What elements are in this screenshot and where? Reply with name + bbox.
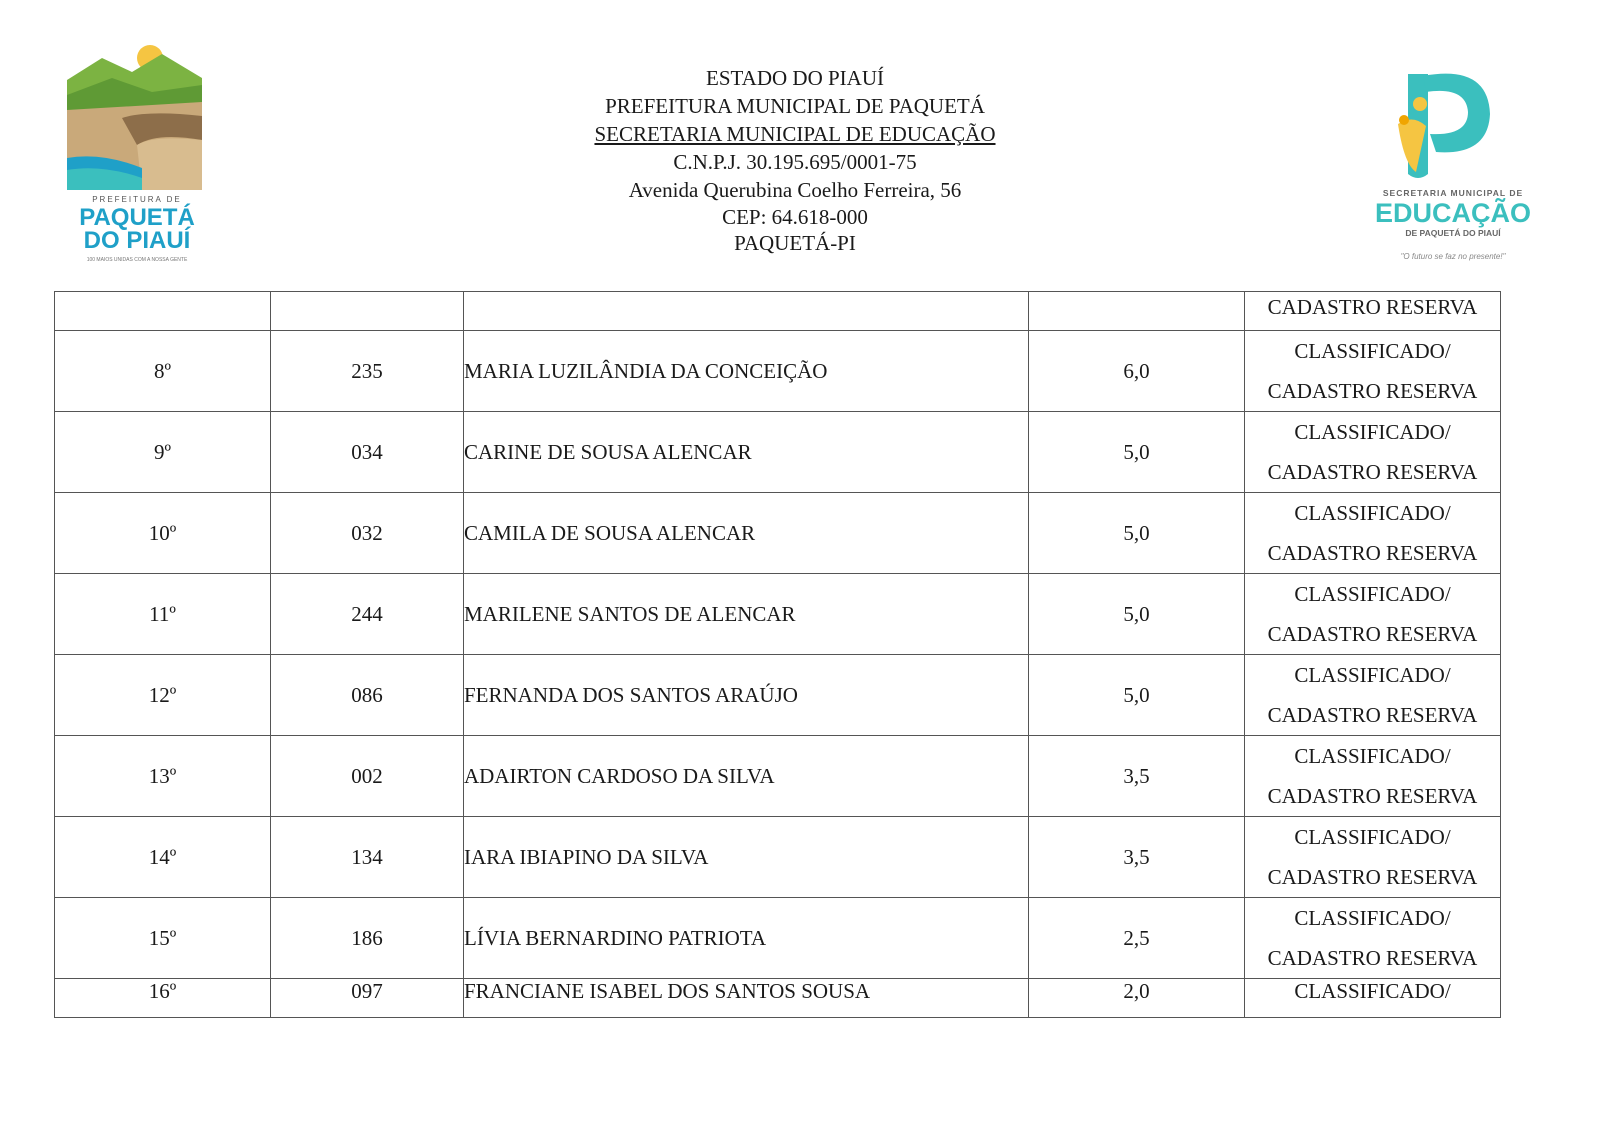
status-cell: CADASTRO RESERVA: [1245, 292, 1501, 331]
status-line-2: CADASTRO RESERVA: [1267, 379, 1478, 403]
score-cell: 5,0: [1029, 574, 1245, 655]
status-cell: [1245, 736, 1501, 817]
candidate-name-cell: MARILENE SANTOS DE ALENCAR: [464, 574, 1029, 655]
status-cell: [1245, 574, 1501, 655]
results-table: [54, 291, 1501, 1018]
status-line-2: CADASTRO RESERVA: [1267, 784, 1478, 808]
registration-number-cell: 034: [271, 412, 464, 493]
status-cell: [1245, 817, 1501, 898]
table-row: [55, 493, 1501, 574]
registration-number-cell: 086: [271, 655, 464, 736]
registration-number-cell: 186: [271, 898, 464, 979]
position-cell: 15º: [55, 898, 271, 979]
status-cell: [1245, 331, 1501, 412]
score-cell: 5,0: [1029, 493, 1245, 574]
header-city: PAQUETÁ-PI: [734, 231, 856, 255]
secretaria-educacao-logo: [1368, 64, 1538, 274]
registration-number-cell: 032: [271, 493, 464, 574]
registration-number-cell: 244: [271, 574, 464, 655]
svg-text:DO PIAUÍ: DO PIAUÍ: [83, 227, 191, 254]
status-line-1: CLASSIFICADO/: [1294, 663, 1451, 687]
status-line-2: CADASTRO RESERVA: [1267, 865, 1478, 889]
header-secretariat: SECRETARIA MUNICIPAL DE EDUCAÇÃO: [594, 122, 996, 146]
candidate-name-cell: LÍVIA BERNARDINO PATRIOTA: [464, 898, 1029, 979]
svg-text:PREFEITURA DE: PREFEITURA DE: [92, 195, 182, 204]
candidate-name-cell: ADAIRTON CARDOSO DA SILVA: [464, 736, 1029, 817]
candidate-name-cell: CAMILA DE SOUSA ALENCAR: [464, 493, 1029, 574]
status-cell: CLASSIFICADO/: [1245, 979, 1501, 1018]
status-cell: [1245, 412, 1501, 493]
header-cep: CEP: 64.618-000: [722, 205, 868, 229]
status-line-2: CADASTRO RESERVA: [1267, 703, 1478, 727]
position-cell: 12º: [55, 655, 271, 736]
table-row: [55, 574, 1501, 655]
svg-text:100 MAIOS UNIDAS COM A NOSSA G: 100 MAIOS UNIDAS COM A NOSSA GENTE: [86, 257, 188, 263]
status-line-1: CLASSIFICADO/: [1294, 339, 1451, 363]
score-cell: 3,5: [1029, 736, 1245, 817]
score-cell: 5,0: [1029, 655, 1245, 736]
svg-text:DE PAQUETÁ DO PIAUÍ: DE PAQUETÁ DO PIAUÍ: [1405, 228, 1501, 238]
candidate-name-cell: FERNANDA DOS SANTOS ARAÚJO: [464, 655, 1029, 736]
table-row: [55, 412, 1501, 493]
position-cell: 14º: [55, 817, 271, 898]
svg-text:PAQUETÁ: PAQUETÁ: [79, 204, 195, 231]
paqueta-prefeitura-logo: [62, 40, 212, 270]
institution-header: [500, 64, 1090, 256]
position-cell: 16º: [55, 979, 271, 1018]
position-cell: 11º: [55, 574, 271, 655]
candidate-name-cell: CARINE DE SOUSA ALENCAR: [464, 412, 1029, 493]
position-cell: 9º: [55, 412, 271, 493]
svg-text:EDUCAÇÃO: EDUCAÇÃO: [1374, 198, 1532, 228]
score-cell: 2,0: [1029, 979, 1245, 1018]
document-header: [0, 0, 1600, 285]
candidate-name-cell: MARIA LUZILÂNDIA DA CONCEIÇÃO: [464, 331, 1029, 412]
status-line-2: CADASTRO RESERVA: [1267, 946, 1478, 970]
candidate-name-cell: FRANCIANE ISABEL DOS SANTOS SOUSA: [464, 979, 1029, 1018]
status-cell: [1245, 898, 1501, 979]
table-row: [55, 979, 1501, 1018]
status-cell: [1245, 655, 1501, 736]
status-line-2: CADASTRO RESERVA: [1267, 541, 1478, 565]
position-cell: 10º: [55, 493, 271, 574]
status-line-1: CLASSIFICADO/: [1294, 420, 1451, 444]
registration-number-cell: 002: [271, 736, 464, 817]
table-row: [55, 817, 1501, 898]
header-address: Avenida Querubina Coelho Ferreira, 56: [628, 178, 962, 202]
position-cell: 13º: [55, 736, 271, 817]
status-line-1: CLASSIFICADO/: [1294, 501, 1451, 525]
table-row: [55, 292, 1501, 331]
position-cell: 8º: [55, 331, 271, 412]
score-cell: 2,5: [1029, 898, 1245, 979]
registration-number-cell: 235: [271, 331, 464, 412]
status-line-1: CLASSIFICADO/: [1294, 582, 1451, 606]
table-row: [55, 898, 1501, 979]
registration-number-cell: 134: [271, 817, 464, 898]
status-line-1: CLASSIFICADO/: [1294, 825, 1451, 849]
svg-text:SECRETARIA MUNICIPAL DE: SECRETARIA MUNICIPAL DE: [1382, 188, 1524, 198]
table-row: [55, 655, 1501, 736]
status-line-2: CADASTRO RESERVA: [1267, 622, 1478, 646]
registration-number-cell: 097: [271, 979, 464, 1018]
svg-text:"O futuro se faz no presente!": "O futuro se faz no presente!": [1400, 252, 1506, 261]
status-line-1: CLASSIFICADO/: [1294, 744, 1451, 768]
candidate-name-cell: IARA IBIAPINO DA SILVA: [464, 817, 1029, 898]
score-cell: 6,0: [1029, 331, 1245, 412]
score-cell: 5,0: [1029, 412, 1245, 493]
table-row: [55, 736, 1501, 817]
status-cell: [1245, 493, 1501, 574]
score-cell: 3,5: [1029, 817, 1245, 898]
table-row: [55, 331, 1501, 412]
header-state: ESTADO DO PIAUÍ: [706, 66, 884, 90]
status-line-1: CLASSIFICADO/: [1294, 906, 1451, 930]
status-line-2: CADASTRO RESERVA: [1267, 460, 1478, 484]
header-cnpj: C.N.P.J. 30.195.695/0001-75: [673, 150, 917, 174]
header-prefecture: PREFEITURA MUNICIPAL DE PAQUETÁ: [605, 94, 985, 118]
